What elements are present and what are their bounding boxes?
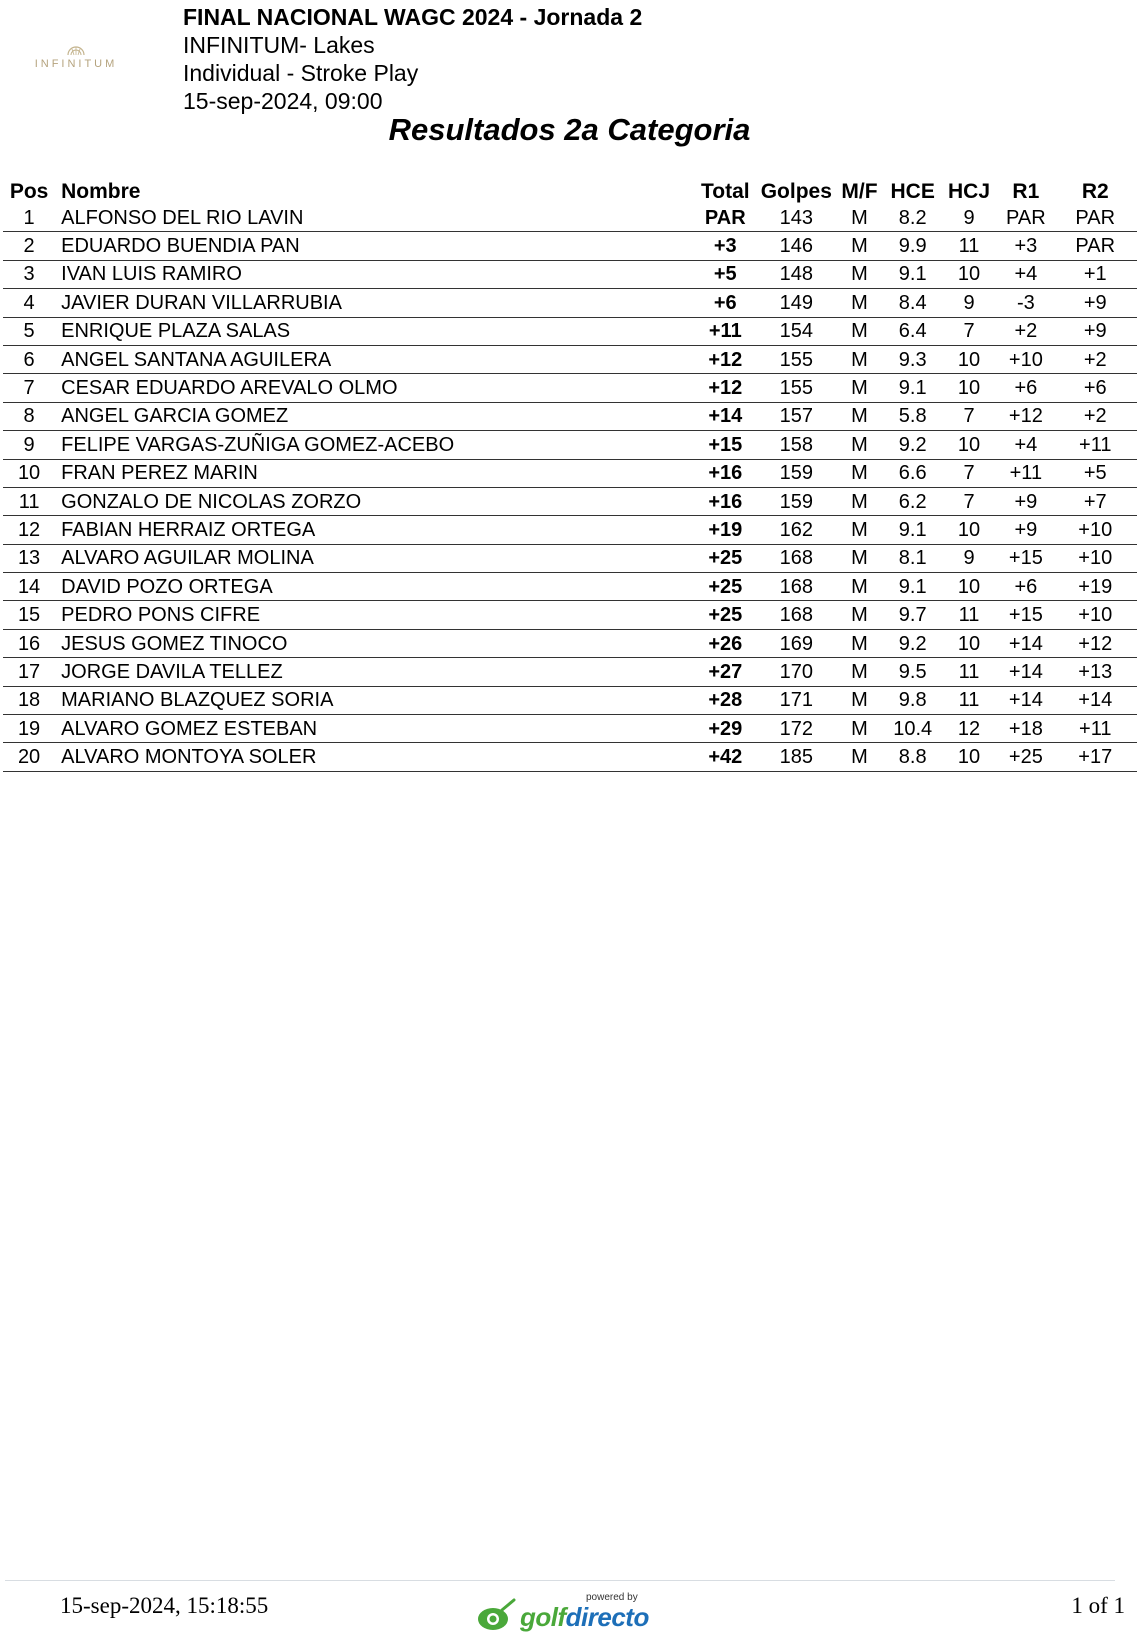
cell-r2: +17 [1054, 743, 1138, 771]
cell-golpes: 159 [759, 487, 833, 515]
table-row [3, 743, 1137, 771]
cell-pos: 15 [3, 601, 55, 629]
cell-golpes: 168 [759, 601, 833, 629]
cell-r2: +10 [1054, 601, 1138, 629]
cell-total: +15 [691, 431, 759, 459]
cell-total: +27 [691, 658, 759, 686]
cell-name: MARIANO BLAZQUEZ SORIA [55, 686, 691, 714]
cell-r1: +15 [998, 544, 1053, 572]
cell-mf: M [833, 232, 885, 260]
table-row [3, 601, 1137, 629]
cell-r1: +2 [998, 317, 1053, 345]
cell-pos: 2 [3, 232, 55, 260]
cell-hce: 9.1 [886, 573, 940, 601]
cell-name: GONZALO DE NICOLAS ZORZO [55, 487, 691, 515]
cell-golpes: 149 [759, 289, 833, 317]
cell-mf: M [833, 431, 885, 459]
table-row [3, 317, 1137, 345]
cell-mf: M [833, 544, 885, 572]
cell-pos: 4 [3, 289, 55, 317]
cell-mf: M [833, 573, 885, 601]
table-row [3, 374, 1137, 402]
document-header [183, 3, 642, 115]
cell-hce: 9.7 [886, 601, 940, 629]
cell-r1: +6 [998, 573, 1053, 601]
cell-name: EDUARDO BUENDIA PAN [55, 232, 691, 260]
brand-name [520, 1602, 649, 1633]
cell-hce: 8.1 [886, 544, 940, 572]
cell-name: ENRIQUE PLAZA SALAS [55, 317, 691, 345]
cell-pos: 13 [3, 544, 55, 572]
cell-hcj: 7 [940, 402, 998, 430]
results-body [3, 204, 1137, 771]
cell-r1: +4 [998, 431, 1053, 459]
table-row [3, 402, 1137, 430]
cell-total: +25 [691, 573, 759, 601]
cell-hce: 8.4 [886, 289, 940, 317]
cell-golpes: 143 [759, 204, 833, 232]
cell-pos: 20 [3, 743, 55, 771]
table-row [3, 686, 1137, 714]
cell-r1: +25 [998, 743, 1053, 771]
cell-r2: +1 [1054, 260, 1138, 288]
cell-hce: 9.8 [886, 686, 940, 714]
cell-r2: +19 [1054, 573, 1138, 601]
cell-hce: 6.6 [886, 459, 940, 487]
cell-pos: 12 [3, 516, 55, 544]
cell-total: +25 [691, 601, 759, 629]
cell-total: +5 [691, 260, 759, 288]
results-title-text: Resultados 2a Categoria [388, 112, 751, 147]
cell-golpes: 169 [759, 629, 833, 657]
cell-hce: 9.1 [886, 374, 940, 402]
cell-hcj: 7 [940, 317, 998, 345]
cell-hcj: 10 [940, 431, 998, 459]
cell-golpes: 154 [759, 317, 833, 345]
cell-r2: +10 [1054, 516, 1138, 544]
table-row [3, 204, 1137, 232]
cell-r1: +11 [998, 459, 1053, 487]
cell-hcj: 9 [940, 289, 998, 317]
cell-hcj: 9 [940, 544, 998, 572]
cell-r2: +2 [1054, 345, 1138, 373]
cell-r2: +9 [1054, 289, 1138, 317]
cell-r1: +9 [998, 487, 1053, 515]
cell-total: +12 [691, 345, 759, 373]
cell-golpes: 158 [759, 431, 833, 459]
col-hcj: HCJ [948, 180, 991, 203]
col-hce: HCE [890, 180, 935, 203]
cell-name: ALVARO GOMEZ ESTEBAN [55, 715, 691, 743]
cell-golpes: 155 [759, 345, 833, 373]
cell-r2: +11 [1054, 715, 1138, 743]
cell-r1: +10 [998, 345, 1053, 373]
cell-total: +6 [691, 289, 759, 317]
cell-hcj: 10 [940, 374, 998, 402]
cell-pos: 14 [3, 573, 55, 601]
footer-print-date: 15-sep-2024, 15:18:55 [60, 1593, 269, 1618]
cell-name: JESUS GOMEZ TINOCO [55, 629, 691, 657]
cell-r1: -3 [998, 289, 1053, 317]
cell-golpes: 157 [759, 402, 833, 430]
cell-name: FABIAN HERRAIZ ORTEGA [55, 516, 691, 544]
brand-directo: directo [565, 1602, 649, 1632]
cell-mf: M [833, 629, 885, 657]
cell-r1: +18 [998, 715, 1053, 743]
golfdirecto-logo [476, 1592, 649, 1632]
table-row [3, 260, 1137, 288]
event-datetime: 15-sep-2024, 09:00 [183, 88, 383, 114]
cell-golpes: 168 [759, 573, 833, 601]
table-row [3, 715, 1137, 743]
cell-name: FELIPE VARGAS-ZUÑIGA GOMEZ-ACEBO [55, 431, 691, 459]
cell-hce: 9.1 [886, 260, 940, 288]
cell-pos: 19 [3, 715, 55, 743]
cell-total: +14 [691, 402, 759, 430]
cell-total: +11 [691, 317, 759, 345]
cell-mf: M [833, 374, 885, 402]
infinitum-logo [28, 44, 124, 80]
cell-total: +28 [691, 686, 759, 714]
cell-name: JORGE DAVILA TELLEZ [55, 658, 691, 686]
cell-pos: 9 [3, 431, 55, 459]
cell-hce: 5.8 [886, 402, 940, 430]
table-row [3, 487, 1137, 515]
cell-name: ALVARO AGUILAR MOLINA [55, 544, 691, 572]
cell-hce: 9.3 [886, 345, 940, 373]
cell-pos: 6 [3, 345, 55, 373]
cell-total: +26 [691, 629, 759, 657]
cell-mf: M [833, 204, 885, 232]
cell-pos: 17 [3, 658, 55, 686]
infinitum-sunburst-logo-icon [66, 44, 86, 56]
cell-name: ANGEL SANTANA AGUILERA [55, 345, 691, 373]
cell-r1: +9 [998, 516, 1053, 544]
col-r1: R1 [1012, 180, 1040, 203]
cell-hce: 9.2 [886, 431, 940, 459]
table-row [3, 232, 1137, 260]
table-row [3, 345, 1137, 373]
play-format: Individual - Stroke Play [183, 60, 419, 86]
cell-pos: 1 [3, 204, 55, 232]
powered-by-text: powered by [586, 1592, 638, 1603]
cell-mf: M [833, 459, 885, 487]
cell-r2: +14 [1054, 686, 1138, 714]
cell-hcj: 10 [940, 743, 998, 771]
cell-hcj: 10 [940, 260, 998, 288]
table-header-row [3, 176, 1137, 204]
cell-hcj: 10 [940, 516, 998, 544]
footer-divider [5, 1580, 1115, 1581]
cell-pos: 7 [3, 374, 55, 402]
cell-mf: M [833, 601, 885, 629]
cell-hcj: 11 [940, 601, 998, 629]
cell-total: +25 [691, 544, 759, 572]
cell-pos: 3 [3, 260, 55, 288]
cell-hce: 6.2 [886, 487, 940, 515]
cell-r2: PAR [1054, 232, 1138, 260]
cell-hcj: 10 [940, 573, 998, 601]
logo-text: INFINITUM [34, 58, 118, 70]
cell-mf: M [833, 743, 885, 771]
cell-r1: +4 [998, 260, 1053, 288]
cell-total: +16 [691, 459, 759, 487]
cell-r2: PAR [1054, 204, 1138, 232]
table-row [3, 544, 1137, 572]
cell-name: ANGEL GARCIA GOMEZ [55, 402, 691, 430]
table-row [3, 658, 1137, 686]
table-row [3, 431, 1137, 459]
cell-hcj: 7 [940, 487, 998, 515]
cell-total: +16 [691, 487, 759, 515]
cell-golpes: 185 [759, 743, 833, 771]
cell-r1: +6 [998, 374, 1053, 402]
cell-golpes: 146 [759, 232, 833, 260]
cell-r1: +14 [998, 686, 1053, 714]
cell-r1: +14 [998, 629, 1053, 657]
table-row [3, 459, 1137, 487]
golfdirecto-logo-icon [476, 1598, 518, 1632]
cell-name: JAVIER DURAN VILLARRUBIA [55, 289, 691, 317]
cell-name: PEDRO PONS CIFRE [55, 601, 691, 629]
cell-name: ALVARO MONTOYA SOLER [55, 743, 691, 771]
results-title [0, 112, 1139, 148]
cell-mf: M [833, 260, 885, 288]
cell-total: +3 [691, 232, 759, 260]
cell-total: +19 [691, 516, 759, 544]
cell-r2: +2 [1054, 402, 1138, 430]
cell-hcj: 7 [940, 459, 998, 487]
cell-pos: 8 [3, 402, 55, 430]
cell-golpes: 155 [759, 374, 833, 402]
cell-total: PAR [691, 204, 759, 232]
cell-mf: M [833, 289, 885, 317]
cell-r2: +11 [1054, 431, 1138, 459]
cell-golpes: 171 [759, 686, 833, 714]
cell-hcj: 10 [940, 345, 998, 373]
cell-name: IVAN LUIS RAMIRO [55, 260, 691, 288]
table-row [3, 516, 1137, 544]
page-number: 1 of 1 [1071, 1593, 1125, 1618]
cell-name: DAVID POZO ORTEGA [55, 573, 691, 601]
cell-golpes: 168 [759, 544, 833, 572]
cell-pos: 18 [3, 686, 55, 714]
cell-mf: M [833, 686, 885, 714]
table-row [3, 289, 1137, 317]
col-mf: M/F [841, 180, 878, 203]
cell-hce: 9.1 [886, 516, 940, 544]
cell-r1: +15 [998, 601, 1053, 629]
cell-mf: M [833, 317, 885, 345]
brand-golf: golf [520, 1602, 566, 1632]
cell-hcj: 9 [940, 204, 998, 232]
cell-golpes: 159 [759, 459, 833, 487]
cell-r2: +12 [1054, 629, 1138, 657]
event-title: FINAL NACIONAL WAGC 2024 - Jornada 2 [183, 4, 643, 30]
cell-hcj: 12 [940, 715, 998, 743]
cell-total: +12 [691, 374, 759, 402]
cell-hce: 9.5 [886, 658, 940, 686]
cell-hcj: 11 [940, 658, 998, 686]
cell-r2: +9 [1054, 317, 1138, 345]
cell-r2: +13 [1054, 658, 1138, 686]
table-row [3, 629, 1137, 657]
cell-golpes: 172 [759, 715, 833, 743]
cell-r2: +5 [1054, 459, 1138, 487]
cell-mf: M [833, 715, 885, 743]
cell-golpes: 170 [759, 658, 833, 686]
cell-hce: 9.2 [886, 629, 940, 657]
cell-golpes: 162 [759, 516, 833, 544]
cell-r2: +10 [1054, 544, 1138, 572]
cell-name: CESAR EDUARDO AREVALO OLMO [55, 374, 691, 402]
cell-name: FRAN PEREZ MARIN [55, 459, 691, 487]
cell-total: +42 [691, 743, 759, 771]
cell-hce: 10.4 [886, 715, 940, 743]
col-pos: Pos [9, 180, 49, 203]
cell-r1: PAR [998, 204, 1053, 232]
cell-hcj: 10 [940, 629, 998, 657]
col-r2: R2 [1081, 180, 1109, 203]
cell-golpes: 148 [759, 260, 833, 288]
cell-r2: +7 [1054, 487, 1138, 515]
cell-pos: 16 [3, 629, 55, 657]
cell-name: ALFONSO DEL RIO LAVIN [55, 204, 691, 232]
cell-r1: +14 [998, 658, 1053, 686]
cell-r1: +3 [998, 232, 1053, 260]
cell-hcj: 11 [940, 686, 998, 714]
cell-hce: 9.9 [886, 232, 940, 260]
cell-mf: M [833, 487, 885, 515]
cell-pos: 11 [3, 487, 55, 515]
cell-hce: 8.8 [886, 743, 940, 771]
course-name: INFINITUM- Lakes [183, 32, 375, 58]
cell-hce: 6.4 [886, 317, 940, 345]
cell-mf: M [833, 402, 885, 430]
cell-mf: M [833, 658, 885, 686]
cell-r2: +6 [1054, 374, 1138, 402]
col-total: Total [700, 180, 750, 203]
cell-r1: +12 [998, 402, 1053, 430]
table-row [3, 573, 1137, 601]
cell-hce: 8.2 [886, 204, 940, 232]
cell-pos: 5 [3, 317, 55, 345]
cell-total: +29 [691, 715, 759, 743]
results-table [3, 176, 1137, 772]
cell-hcj: 11 [940, 232, 998, 260]
col-golpes: Golpes [760, 180, 832, 203]
cell-mf: M [833, 345, 885, 373]
col-name: Nombre [61, 180, 141, 203]
cell-mf: M [833, 516, 885, 544]
cell-pos: 10 [3, 459, 55, 487]
